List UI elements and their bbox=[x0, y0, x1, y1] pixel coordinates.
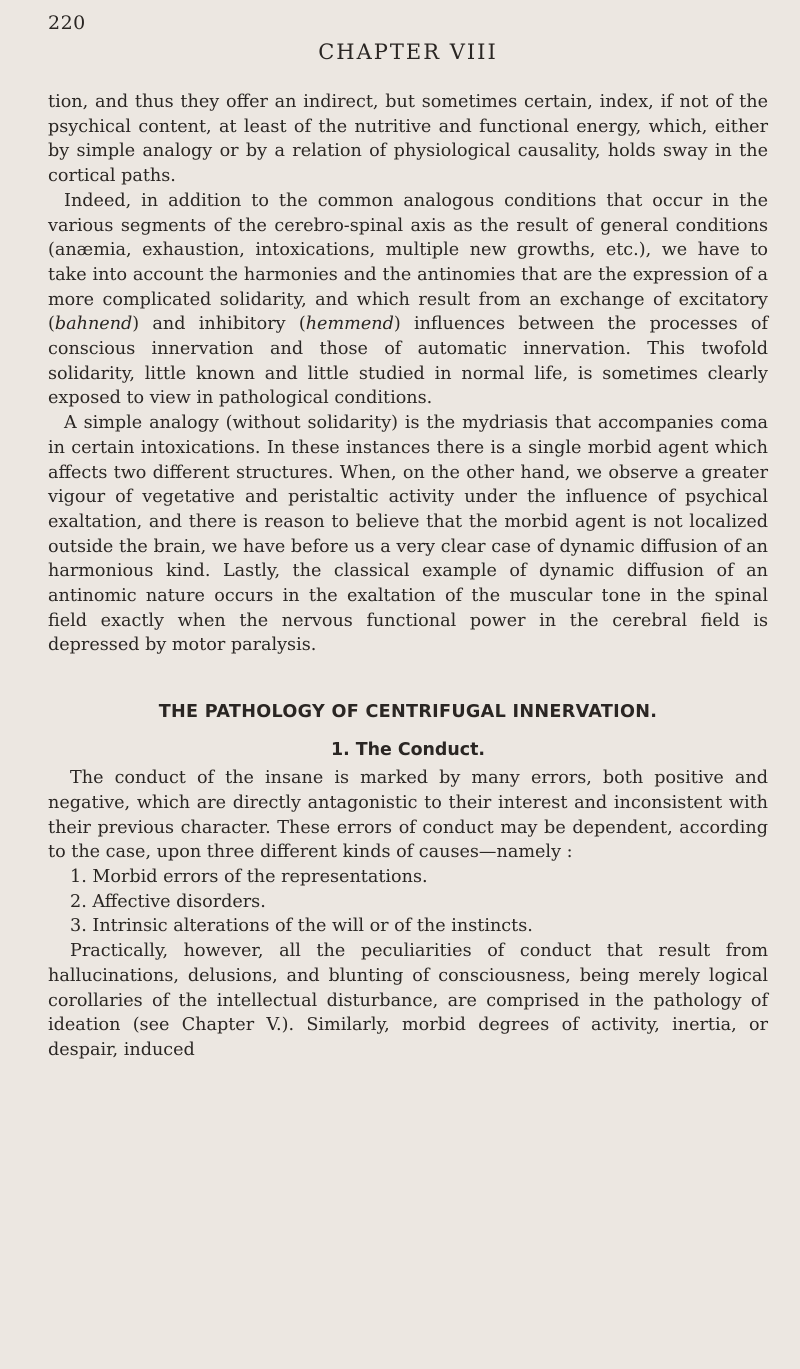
book-page bbox=[48, 10, 768, 1063]
paragraph-solidarity bbox=[48, 189, 768, 411]
paragraph-text: Indeed, in addition to the common analogous conditions that occur in the various segments of the cerebro-spinal axis as the result of general conditions (anæmia, exhaustion, intoxications, multiple new growths, etc.), we have to take into account the harmonies and the antinomies that are the expression of a more complicated solidarity, and which result from an exchange of excitatory ( bbox=[48, 190, 768, 335]
page-number: 220 bbox=[48, 12, 86, 34]
paragraph-conduct-closing: Practically, however, all the peculiarities of conduct that result from hallucinations, delusions, and blunting of consciousness, being merely logical corollaries of the intellectual disturbance, are comprised in the pathology of ideation (see Chapter V.). Similarly, morbid degrees of activity, inertia, or despair, induced bbox=[48, 941, 768, 1060]
paragraph-text: ) and inhibitory ( bbox=[132, 314, 306, 335]
paragraph-text: ) influences between the processes of conscious innervation and those of automatic innervation. This twofold solidarity, little known and little studied in normal life, is sometimes clearly exposed to view in pathological conditions. bbox=[48, 314, 768, 409]
running-head bbox=[48, 10, 768, 64]
paragraph-text: tion, and thus they offer an indirect, but sometimes certain, index, if not of the psychical content, at least of the nutritive and functional energy, which, either by simple analogy or by a relation of physiological causality, holds sway in the cortical paths. bbox=[48, 92, 768, 187]
section-heading-block bbox=[48, 702, 768, 760]
list-item: 1. Morbid errors of the representations. bbox=[70, 866, 428, 887]
section-text bbox=[48, 766, 768, 1062]
list-item: 3. Intrinsic alterations of the will or of the instincts. bbox=[70, 916, 533, 937]
paragraph-analogy bbox=[48, 411, 768, 658]
italic-term-hemmend: hemmend bbox=[305, 314, 394, 335]
list-item: 2. Affective disorders. bbox=[70, 891, 266, 912]
body-text bbox=[48, 90, 768, 658]
section-heading: THE PATHOLOGY OF CENTRIFUGAL INNERVATION. bbox=[158, 702, 658, 723]
paragraph-text: A simple analogy (without solidarity) is the mydriasis that accompanies coma in certain intoxications. In these instances there is a single morbid agent which affects two different structures. When, on the other hand, we observe a greater vigour of vegetative and peristaltic activity under the influence of psychical exaltation, and there is reason to believe that the morbid agent is not localized outside the brain, we have before us a very clear case of dynamic diffusion of an harmonious kind. Lastly, the classical example of dynamic diffusion of an antinomic nature occurs in the exaltation of the muscular tone in the spinal field exactly when the nervous functional power in the cerebral field is depressed by motor paralysis. bbox=[48, 413, 768, 656]
paragraph-conduct-intro: The conduct of the insane is marked by many errors, both positive and negative, which are directly antagonistic to their interest and inconsistent with their previous character. These errors of conduct may be dependent, according to the case, upon three different kinds of causes—namely : bbox=[48, 768, 768, 863]
italic-term-bahnend: bahnend bbox=[54, 314, 133, 335]
paragraph-continuation bbox=[48, 90, 768, 189]
causes-list bbox=[48, 865, 768, 939]
chapter-title: CHAPTER VIII bbox=[318, 40, 498, 64]
subsection-heading: 1. The Conduct. bbox=[330, 740, 485, 761]
